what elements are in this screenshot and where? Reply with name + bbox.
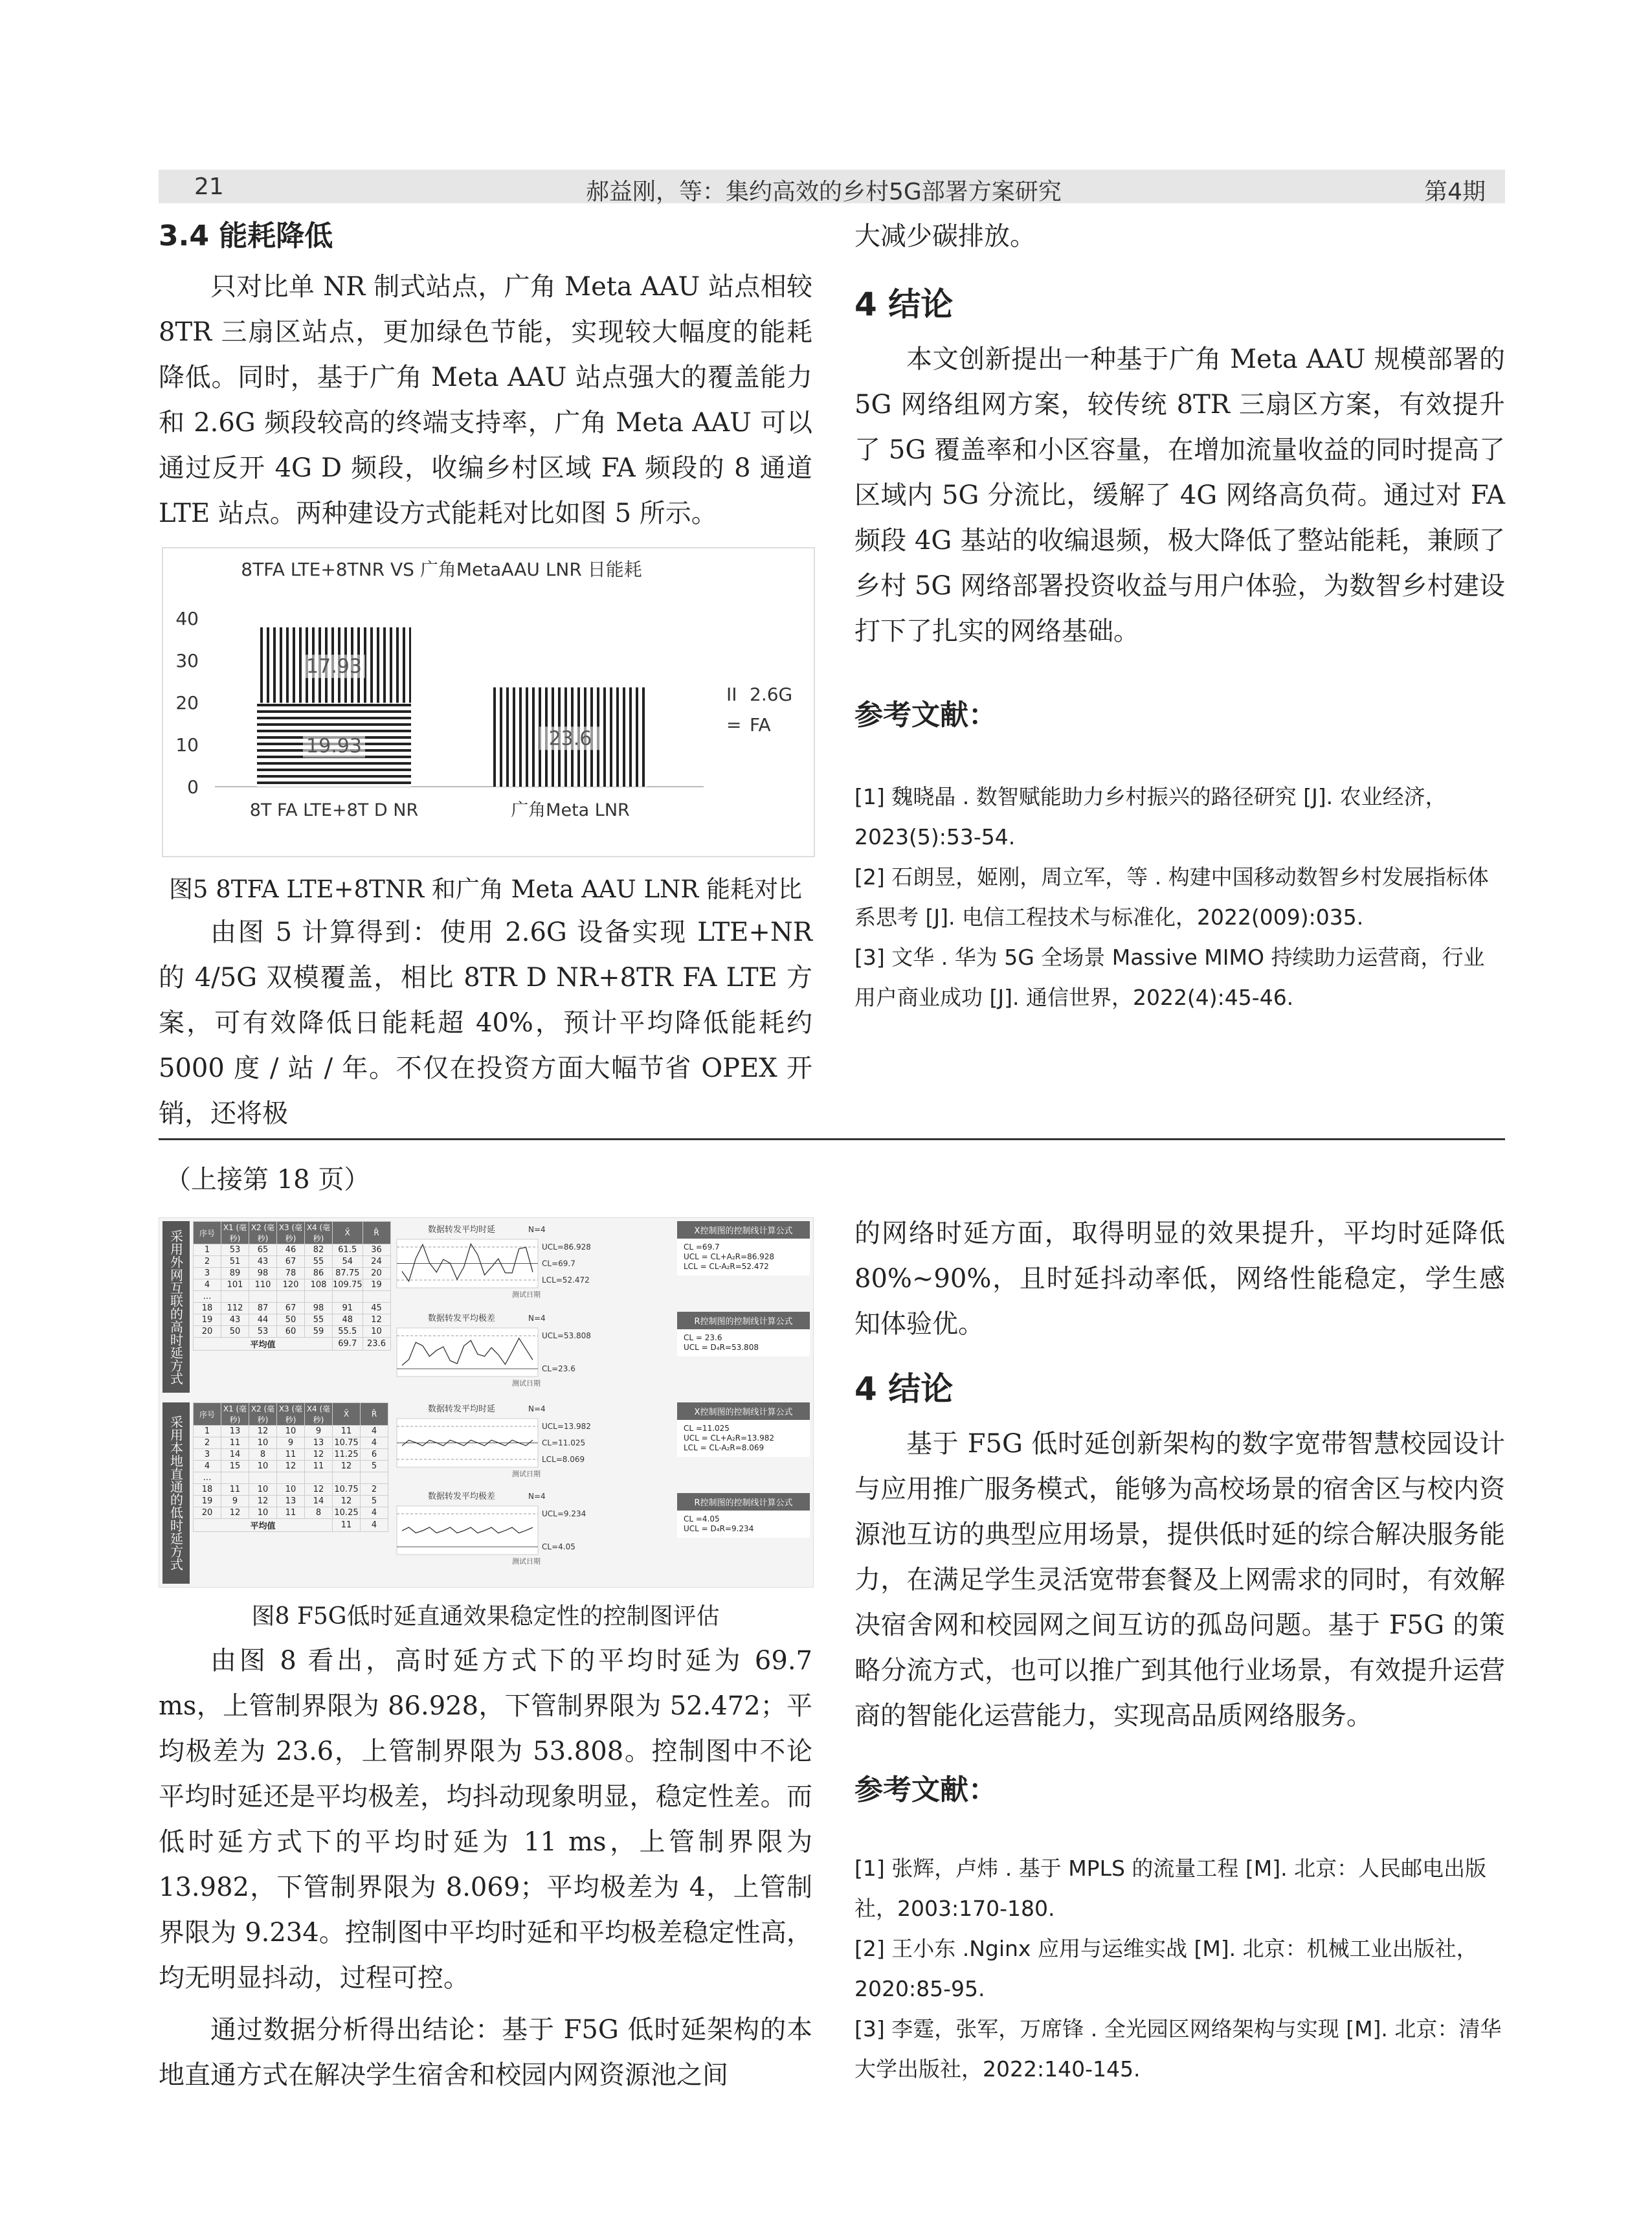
table-cell: 18: [194, 1484, 221, 1496]
table-cell: 10: [277, 1484, 305, 1496]
reference-item: [2] 王小东 .Nginx 应用与运维实战 [M]. 北京：机械工业出版社，2020:85-95.: [854, 1936, 1478, 2001]
table-cell: 15: [221, 1461, 249, 1472]
control-line-label: UCL=13.982: [542, 1422, 591, 1431]
control-line-label: CL=11.025: [542, 1438, 586, 1448]
table-cell: 4: [361, 1519, 388, 1532]
table-cell: [363, 1291, 390, 1303]
control-line-label: CL=4.05: [542, 1542, 575, 1551]
table-cell: 51: [221, 1256, 249, 1268]
control-line-label: UCL=53.808: [542, 1331, 591, 1340]
table-cell: 12: [305, 1449, 333, 1461]
continued-text: 的网络时延方面，取得明显的效果提升，平均时延降低 80%~90%，且时延抖动率低，网络性能稳定，学生感知体验优。: [854, 1219, 1505, 1339]
x-tick-label: 广角Meta LNR: [511, 800, 630, 820]
control-line-label: LCL=8.069: [542, 1455, 585, 1464]
table-row: [194, 1461, 388, 1472]
figure-caption: 图5 8TFA LTE+8TNR 和广角 Meta AAU LNR 能耗对比: [168, 875, 803, 903]
table-cell: 11: [305, 1461, 333, 1472]
table-cell: 109.75: [333, 1280, 363, 1290]
formula-line: UCL = D₄R=9.234: [684, 1524, 754, 1533]
formula-box: [677, 1402, 810, 1457]
table-cell: 9: [221, 1496, 249, 1507]
x-tick-label: 8T FA LTE+8T D NR: [249, 800, 419, 820]
formula-line: LCL = CL-A₂R=52.472: [684, 1262, 769, 1271]
chart-title: 数据转发平均时延: [428, 1225, 496, 1235]
table-cell: 108: [305, 1279, 333, 1291]
table-cell: 8: [249, 1449, 277, 1461]
legend-marker: =: [726, 714, 742, 736]
table-cell: 13: [277, 1496, 305, 1507]
formula-line: UCL = CL+A₂R=86.928: [684, 1252, 775, 1261]
table-cell: 60: [277, 1326, 305, 1338]
continued-text: 大减少碳排放。: [854, 221, 1036, 251]
formula-column: [677, 1221, 810, 1584]
section-divider: [159, 1138, 1505, 1140]
table-cell: 53: [249, 1326, 277, 1338]
chart-title: 数据转发平均时延: [428, 1404, 496, 1414]
table-row: [194, 1256, 391, 1268]
paragraph: 本文创新提出一种基于广角 Meta AAU 规模部署的 5G 网络组网方案，较传统 8TR 三扇区方案，有效提升了 5G 覆盖率和小区容量，在增加流量收益的同时提高了区域内 5G 分流比，缓解了 4G 网络高负荷。通过对 FA 频段 4G 基站的收编退频，极大降低了整站能耗，兼顾了乡村 5G 网络部署投资收益与用户体验，为数智乡村建设打下了扎实的网络基础。: [854, 344, 1505, 646]
axis-note: 测试日期: [512, 1557, 541, 1566]
table-cell: 12: [249, 1496, 277, 1507]
table-row: [194, 1449, 388, 1461]
table-cell: 12: [305, 1484, 333, 1496]
table-cell: [249, 1472, 277, 1484]
table-cell: [221, 1472, 249, 1484]
table-cell: [221, 1291, 249, 1303]
table-cell: 4: [361, 1437, 388, 1449]
upper-data-table: [193, 1221, 391, 1351]
data-label: 17.93: [306, 655, 362, 679]
table-cell: 10: [249, 1507, 277, 1519]
formula-line: UCL = CL+A₂R=13.982: [684, 1433, 775, 1443]
table-cell: 11: [333, 1426, 361, 1437]
table-cell: 2: [361, 1484, 388, 1496]
table-cell: [305, 1291, 333, 1303]
table-cell: 43: [249, 1256, 277, 1268]
reference-item: [2] 石朗昱，姬刚，周立军，等 . 构建中国移动数智乡村发展指标体系思考 [J]. 电信工程技术与标准化，2022(009):035.: [854, 864, 1489, 930]
references-list: [854, 777, 1505, 1018]
table-cell: 19: [194, 1496, 221, 1507]
table-cell: 10: [249, 1461, 277, 1472]
plot-area: [397, 1506, 538, 1555]
formula-line: CL =11.025: [684, 1424, 730, 1433]
table-cell: 平均值: [194, 1338, 333, 1351]
table-cell: 112: [221, 1303, 249, 1314]
control-line-label: LCL=52.472: [542, 1276, 590, 1285]
table-cell: …: [194, 1472, 221, 1484]
table-cell: 12: [277, 1461, 305, 1472]
formula-line: CL =4.05: [684, 1514, 720, 1523]
figure-caption: 图8 F5G低时延直通效果稳定性的控制图评估: [251, 1603, 720, 1630]
formula-line: LCL = CL-A₂R=8.069: [684, 1443, 765, 1452]
table-cell: 14: [305, 1496, 333, 1507]
table-row: [194, 1291, 391, 1303]
references-list: [854, 1849, 1505, 2089]
table-average-row: [194, 1519, 388, 1532]
running-title: 郝益刚，等：集约高效的乡村5G部署方案研究: [586, 179, 1062, 205]
section-heading: 3.4 能耗降低: [159, 219, 333, 253]
table-cell: 20: [194, 1507, 221, 1519]
table-cell: 4: [194, 1461, 221, 1472]
table-cell: 1: [194, 1426, 221, 1437]
table-row: [194, 1496, 388, 1507]
table-cell: 9: [305, 1426, 333, 1437]
table-header-cell: X1 (毫秒): [221, 1403, 249, 1426]
table-header-cell: 序号: [194, 1222, 221, 1244]
table-cell: [333, 1472, 361, 1484]
table-cell: 4: [194, 1279, 221, 1291]
reference-item: [3] 李霆，张军，万席锋 . 全光园区网络架构与实现 [M]. 北京：清华大学出版社，2022:140-145.: [854, 2016, 1502, 2082]
continue-note: （上接第 18 页）: [165, 1165, 370, 1195]
table-row: [194, 1507, 388, 1519]
table-cell: 110: [249, 1279, 277, 1291]
right-column-top: [854, 214, 1505, 1018]
table-cell: 45: [363, 1303, 390, 1314]
table-cell: 87.75: [333, 1268, 363, 1279]
table-cell: 23.6: [363, 1338, 390, 1351]
issue-label: 第4期: [1424, 179, 1486, 205]
formula-title: X控制图的控制线计算公式: [677, 1402, 810, 1420]
table-cell: 3: [194, 1449, 221, 1461]
table-cell: 36: [363, 1244, 390, 1256]
table-cell: 86: [305, 1268, 333, 1279]
plot-area: [397, 1328, 538, 1377]
table-cell: 50: [277, 1314, 305, 1326]
table-header-cell: R̄: [363, 1222, 390, 1244]
table-cell: 10: [363, 1326, 390, 1338]
table-cell: 98: [305, 1303, 333, 1314]
lower-side-label: 采用本地直通的低时延方式: [162, 1402, 190, 1584]
chart-n: N=4: [528, 1225, 546, 1234]
table-cell: 20: [194, 1326, 221, 1338]
table-header-cell: X3 (毫秒): [277, 1222, 305, 1244]
table-cell: 4: [361, 1507, 388, 1519]
table-cell: 98: [249, 1268, 277, 1279]
table-cell: 3: [194, 1268, 221, 1279]
lower-data-table: [193, 1402, 388, 1532]
table-cell: 19: [363, 1279, 390, 1291]
table-cell: 14: [221, 1449, 249, 1461]
table-row: [194, 1303, 391, 1314]
y-tick-label: 0: [187, 776, 199, 798]
table-row: [194, 1437, 388, 1449]
upper-side-label: 采用外网互联的高时延方式: [162, 1221, 190, 1393]
data-label: 19.93: [306, 735, 362, 758]
conclusion-heading: 4 结论: [854, 286, 954, 323]
left-column-bottom: [159, 1638, 812, 2098]
table-cell: [277, 1291, 305, 1303]
table-cell: 120: [277, 1279, 305, 1291]
table-cell: 5: [361, 1496, 388, 1507]
table-cell: 91: [333, 1303, 363, 1314]
table-cell: 12: [333, 1496, 361, 1507]
table-cell: 12: [249, 1426, 277, 1437]
table-cell: 46: [277, 1244, 305, 1256]
axis-note: 测试日期: [512, 1290, 541, 1299]
table-cell: …: [194, 1291, 221, 1303]
figure-5-chart: [162, 547, 815, 857]
table-cell: 78: [277, 1268, 305, 1279]
chart-title: 8TFA LTE+8TNR VS 广角MetaAAU LNR 日能耗: [241, 559, 642, 580]
table-cell: 69.7: [333, 1338, 363, 1351]
chart-title: 数据转发平均极差: [428, 1492, 496, 1501]
legend-label: 2.6G: [750, 684, 793, 705]
table-header-cell: X3 (毫秒): [277, 1403, 305, 1426]
y-tick-label: 20: [175, 692, 199, 714]
conclusion-heading: 4 结论: [854, 1370, 954, 1408]
legend-label: FA: [750, 714, 771, 736]
table-cell: 50: [221, 1326, 249, 1338]
control-line-label: CL=69.7: [542, 1259, 575, 1268]
table-cell: 2: [194, 1256, 221, 1268]
data-label: 23.6: [548, 727, 592, 750]
formula-title: X控制图的控制线计算公式: [677, 1221, 810, 1239]
table-cell: 24: [363, 1256, 390, 1268]
table-cell: 67: [277, 1256, 305, 1268]
table-header-cell: X1 (毫秒): [221, 1222, 249, 1244]
table-cell: [361, 1472, 388, 1484]
axis-note: 测试日期: [512, 1379, 541, 1388]
table-cell: 9: [277, 1437, 305, 1449]
table-row: [194, 1326, 391, 1338]
table-cell: 13: [305, 1437, 333, 1449]
table-row: [194, 1268, 391, 1279]
table-cell: 11: [277, 1507, 305, 1519]
formula-line: CL =69.7: [684, 1242, 720, 1252]
table-cell: 61.5: [333, 1244, 363, 1256]
table-cell: 5: [361, 1461, 388, 1472]
control-charts: [389, 1218, 667, 1587]
table-cell: 18: [194, 1303, 221, 1314]
table-cell: 55.5: [333, 1326, 363, 1338]
table-cell: 6: [361, 1449, 388, 1461]
chart-n: N=4: [528, 1492, 546, 1501]
table-cell: 12: [363, 1314, 390, 1326]
chart-n: N=4: [528, 1314, 546, 1323]
formula-line: CL = 23.6: [684, 1333, 722, 1342]
formula-line: UCL = D₄R=53.808: [684, 1343, 759, 1352]
paragraph: 由图 8 看出，高时延方式下的平均时延为 69.7 ms，上管制界限为 86.928，下管制界限为 52.472；平均极差为 23.6，上管制界限为 53.808。控制图中不论平均时延还是平均极差，均抖动现象明显，稳定性差。而低时延方式下的平均时延为 11 ms，上管制界限为 13.982，下管制界限为 8.069；平均极差为 4，上管制界限为 9.234。控制图中平均时延和平均极差稳定性高，均无明显抖动，过程可控。: [159, 1646, 812, 1993]
table-cell: 43: [221, 1314, 249, 1326]
table-cell: 48: [333, 1314, 363, 1326]
table-cell: 11: [221, 1484, 249, 1496]
table-cell: 55: [305, 1256, 333, 1268]
left-column-top: [159, 214, 812, 536]
axis-note: 测试日期: [512, 1470, 541, 1478]
reference-item: [1] 张辉，卢炜 . 基于 MPLS 的流量工程 [M]. 北京：人民邮电出版社，2003:170-180.: [854, 1856, 1487, 1921]
table-header-cell: X4 (毫秒): [305, 1403, 333, 1426]
table-cell: [249, 1291, 277, 1303]
y-tick-label: 10: [175, 734, 199, 756]
table-cell: 11: [277, 1449, 305, 1461]
table-header-cell: 序号: [194, 1403, 221, 1426]
table-row: [194, 1314, 391, 1326]
table-header-cell: R̄: [361, 1403, 388, 1426]
table-cell: 10.25: [333, 1507, 361, 1519]
table-cell: 53: [221, 1244, 249, 1256]
control-line-label: UCL=86.928: [542, 1242, 591, 1252]
table-cell: [305, 1472, 333, 1484]
y-tick-label: 40: [175, 608, 199, 629]
table-header-cell: X̄: [333, 1222, 363, 1244]
table-cell: 11: [333, 1519, 361, 1532]
reference-item: [1] 魏晓晶 . 数智赋能助力乡村振兴的路径研究 [J]. 农业经济，2023(5):53-54.: [854, 784, 1447, 849]
table-cell: 12: [333, 1461, 361, 1472]
reference-item: [3] 文华 . 华为 5G 全场景 Massive MIMO 持续助力运营商，行业用户商业成功 [J]. 通信世界，2022(4):45-46.: [854, 945, 1485, 1010]
table-cell: 89: [221, 1268, 249, 1279]
references-heading: 参考文献：: [854, 699, 997, 732]
legend-marker: II: [726, 684, 737, 705]
chart-n: N=4: [528, 1404, 546, 1413]
table-average-row: [194, 1338, 391, 1351]
left-column-after-fig5: [159, 910, 812, 1136]
paragraph: 基于 F5G 低时延创新架构的数字宽带智慧校园设计与应用推广服务模式，能够为高校场景的宿舍区与校内资源池互访的典型应用场景，提供低时延的综合解决服务能力，在满足学生灵活宽带套餐及上网需求的同时，有效解决宿舍网和校园网之间互访的孤岛问题。基于 F5G 的策略分流方式，也可以推广到其他行业场景，有效提升运营商的智能化运营能力，实现高品质网络服务。: [854, 1429, 1505, 1731]
table-cell: 87: [249, 1303, 277, 1314]
references-heading: 参考文献：: [854, 1773, 997, 1806]
table-cell: 10.75: [333, 1484, 361, 1496]
table-row: [194, 1472, 388, 1484]
table-cell: 59: [305, 1326, 333, 1338]
formula-box: [677, 1221, 810, 1276]
control-line-label: CL=23.6: [542, 1364, 575, 1373]
table-header-cell: X̄: [333, 1403, 361, 1426]
table-cell: 10: [277, 1426, 305, 1437]
table-row: [194, 1279, 391, 1291]
table-cell: 55: [305, 1314, 333, 1326]
table-cell: 20: [363, 1268, 390, 1279]
table-cell: 10: [249, 1437, 277, 1449]
table-header-cell: X2 (毫秒): [249, 1222, 277, 1244]
table-cell: 19: [194, 1314, 221, 1326]
table-cell: 11.25: [333, 1449, 361, 1461]
page-number: 21: [194, 174, 224, 200]
table-cell: 101: [221, 1279, 249, 1291]
table-cell: 67: [277, 1303, 305, 1314]
formula-title: R控制图的控制线计算公式: [677, 1493, 810, 1511]
table-row: [194, 1484, 388, 1496]
chart-title: 数据转发平均极差: [428, 1314, 496, 1323]
figure-8: [159, 1217, 814, 1588]
control-line-label: UCL=9.234: [542, 1509, 586, 1518]
table-cell: 44: [249, 1314, 277, 1326]
table-cell: 12: [221, 1507, 249, 1519]
formula-box: [677, 1493, 810, 1538]
running-header: [159, 170, 1505, 203]
table-header-cell: X4 (毫秒): [305, 1222, 333, 1244]
formula-box: [677, 1312, 810, 1356]
paragraph: 通过数据分析得出结论：基于 F5G 低时延架构的本地直通方式在解决学生宿舍和校园内网资源池之间: [159, 2015, 812, 2090]
table-cell: 4: [361, 1426, 388, 1437]
table-cell: 54: [333, 1256, 363, 1268]
table-cell: 65: [249, 1244, 277, 1256]
table-cell: 2: [194, 1437, 221, 1449]
y-tick-label: 30: [175, 650, 199, 671]
table-cell: 10.75: [333, 1437, 361, 1449]
table-cell: [333, 1291, 363, 1303]
paragraph: 由图 5 计算得到：使用 2.6G 设备实现 LTE+NR 的 4/5G 双模覆盖，相比 8TR D NR+8TR FA LTE 方案，可有效降低日能耗超 40%，预计平均降低能耗约 5000 度 / 站 / 年。不仅在投资方面大幅节省 OPEX 开销，还将极: [159, 917, 812, 1129]
bar-chart: [163, 548, 814, 856]
table-cell: [277, 1472, 305, 1484]
paragraph: 只对比单 NR 制式站点，广角 Meta AAU 站点相较 8TR 三扇区站点，更加绿色节能，实现较大幅度的能耗降低。同时，基于广角 Meta AAU 站点强大的覆盖能力和 2.6G 频段较高的终端支持率，广角 Meta AAU 可以通过反开 4G D 频段，收编乡村区域 FA 频段的 8 通道 LTE 站点。两种建设方式能耗对比如图 5 所示。: [159, 272, 812, 528]
table-row: [194, 1426, 388, 1437]
table-cell: 平均值: [194, 1519, 333, 1532]
table-cell: 10: [249, 1484, 277, 1496]
table-row: [194, 1244, 391, 1256]
right-column-bottom: [854, 1211, 1505, 2089]
table-cell: 1: [194, 1244, 221, 1256]
table-cell: 82: [305, 1244, 333, 1256]
table-cell: 8: [305, 1507, 333, 1519]
table-cell: 13: [221, 1426, 249, 1437]
table-header-cell: X2 (毫秒): [249, 1403, 277, 1426]
table-cell: 11: [221, 1437, 249, 1449]
formula-title: R控制图的控制线计算公式: [677, 1312, 810, 1329]
